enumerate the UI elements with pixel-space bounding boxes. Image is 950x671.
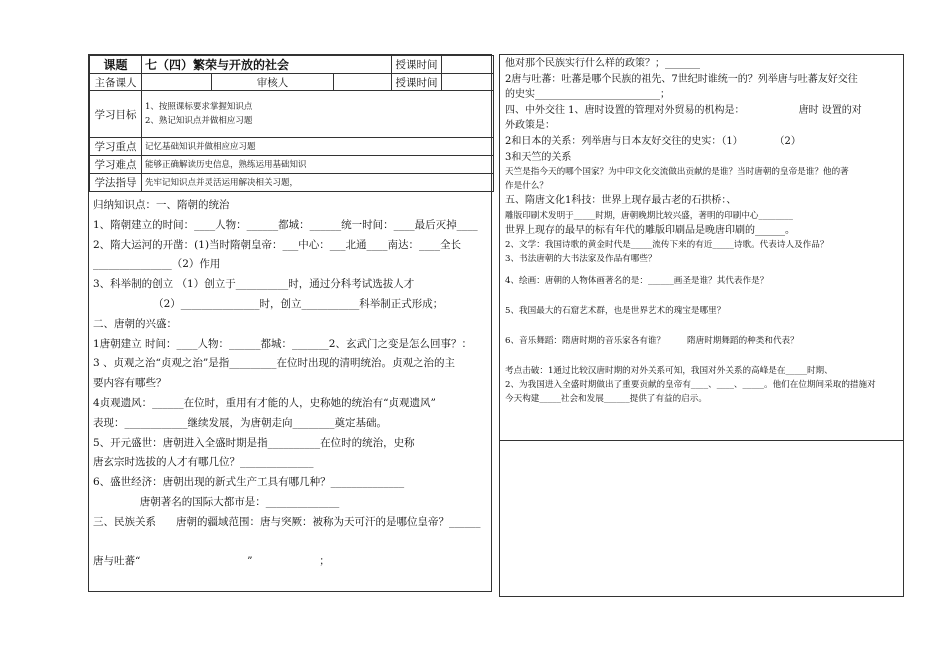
objective-item: 2、熟记知识点并做相应习题 <box>145 116 253 126</box>
text-line: 外政策是： <box>505 120 555 132</box>
text-line: 雕版印刷术发明于_____时期，唐朝晚期比较兴盛，著明的印刷中心________ <box>505 210 793 221</box>
text-line: 作是什么？ <box>505 181 548 192</box>
text-line: 四、中外交往 1、唐时设置的管理对外贸易的机构是： 唐时 设置的对 <box>505 104 862 116</box>
text-line: 3和天竺的关系 <box>505 151 572 163</box>
text-line: 5、开元盛世：唐朝进入全盛时期是指__________在位时的统治，史称 <box>93 436 415 449</box>
reviewer-value[interactable] <box>334 74 392 91</box>
preparer-label: 主备课人 <box>90 74 142 91</box>
text-line: _______________（2）作用 <box>93 258 221 271</box>
text-line: 2、文学：我国诗歌的黄金时代是_____流传下来的有近_____诗歌。代表诗人及作品？ <box>505 240 829 251</box>
text-line: 天竺是指今天的哪个国家？为中印文化交流做出贡献的是谁？当时唐朝的皇帝是谁？他的著 <box>505 167 849 178</box>
teach-time-value[interactable] <box>442 56 494 74</box>
text-line: 的史实_________________________； <box>505 89 670 101</box>
topic-title: 七（四）繁荣与开放的社会 <box>142 56 392 74</box>
topic-label: 课题 <box>90 56 142 74</box>
text-line: 3、书法唐朝的大书法家及作品有哪些？ <box>505 254 657 265</box>
text-line: 1唐朝建立 时间：____人物：______都城：_______2、玄武门之变是怎么回事？： <box>93 337 472 350</box>
text-line: 世界上现存的最早的标有年代的雕版印刷品是晚唐印刷的______。 <box>505 224 795 236</box>
difficulty-text: 能够正确解读历史信息，熟练运用基础知识 <box>142 156 494 174</box>
text-line: 要内容有哪些？ <box>93 377 167 390</box>
method-label: 学法指导 <box>90 174 142 192</box>
objective-text <box>142 91 494 138</box>
text-line: 归纳知识点：一、隋朝的统治 <box>93 199 230 211</box>
text-line: 3、科举制的创立 （1）创立于__________时，通过分科考试选拔人才 <box>93 278 415 291</box>
right-content-box <box>500 55 903 441</box>
right-blank-notes-area[interactable] <box>500 441 903 596</box>
text-line: 6、音乐舞蹈：隋唐时期的音乐家各有谁？ 隋唐时期舞蹈的种类和代表？ <box>505 336 799 347</box>
text-line: 表现：____________继续发展，为唐朝走向________奠定基础。 <box>93 416 387 429</box>
lesson-plan-right-page <box>499 54 904 597</box>
text-line: 唐玄宗时选拔的人才有哪几位？______________ <box>93 456 314 469</box>
text-line: 考点击破：1通过比较汉唐时期的对外关系可知，我国对外关系的高峰是在_____时期、 <box>505 366 833 377</box>
text-line: 3 、贞观之治“贞观之治”是指_________在位时出现的清明统治。贞观之治的主 <box>93 357 456 370</box>
lesson-plan-left-page <box>88 54 492 592</box>
teach-time-label: 授课时间 <box>392 56 442 74</box>
text-line: 2唐与吐蕃：吐蕃是哪个民族的祖先、7世纪时谁统一的？列举唐与吐蕃友好交往 <box>505 73 858 85</box>
text-line: 6、盛世经济：唐朝出现的新式生产工具有哪几种？______________ <box>93 476 405 489</box>
text-line: 2和日本的关系：列举唐与日本友好交往的史实：（1） （2） <box>505 135 801 147</box>
text-line: 4、绘画：唐朝的人物体画著名的是：______画圣是谁？其代表作是？ <box>505 276 769 287</box>
text-line: 唐朝著名的国际大都市是：______________ <box>93 495 340 508</box>
text-line: （2）_______________时，创立___________科举制正式形成； <box>93 297 444 310</box>
focus-label: 学习重点 <box>90 138 142 156</box>
text-line: 2、为我国进入全盛时期做出了重要贡献的皇帝有____、____、_____。他们在位期间采取的措施对 <box>505 380 876 391</box>
lesson-header-table <box>89 55 494 192</box>
text-line: 二、唐朝的兴盛： <box>93 317 177 330</box>
text-line: 唐与吐蕃“ ” ； <box>93 554 330 567</box>
text-line: 五、隋唐文化1科技：世界上现存最古老的石拱桥：、 <box>505 195 737 207</box>
knowledge-summary <box>89 192 491 571</box>
text-line: 4贞观遗风：______在位时，重用有才能的人，史称她的统治有“贞观遗风” <box>93 396 436 409</box>
difficulty-label: 学习难点 <box>90 156 142 174</box>
text-line: 5、我国最大的石窟艺术群，也是世界艺术的瑰宝是哪里？ <box>505 306 726 317</box>
focus-text: 记忆基础知识并做相应应习题 <box>142 138 494 156</box>
teach-time-value-2[interactable] <box>442 74 494 91</box>
text-line: 三、民族关系 唐朝的疆域范围：唐与突厥：被称为天可汗的是哪位皇帝？______ <box>93 515 481 528</box>
objective-item: 1、按照课标要求掌握知识点 <box>145 102 253 112</box>
text-line: 他对那个民族实行什么样的政策？；_______ <box>505 58 700 69</box>
reviewer-label: 审核人 <box>212 74 334 91</box>
text-line <box>93 533 485 552</box>
text-line: 2、隋大运河的开凿：(1)当时隋朝皇帝：___中心：___北通____南达：____全长 <box>93 238 462 251</box>
teach-time-label-2: 授课时间 <box>392 74 442 91</box>
text-line: 1、隋朝建立的时间：____人物：______都城：______统一时间：____最后灭掉____ <box>93 218 478 231</box>
method-text: 先牢记知识点并灵活运用解决相关习题， <box>142 174 494 192</box>
preparer-value[interactable] <box>142 74 212 91</box>
text-line: 今天构建_____社会和发展______提供了有益的启示。 <box>505 394 707 405</box>
objective-label: 学习目标 <box>90 91 142 138</box>
